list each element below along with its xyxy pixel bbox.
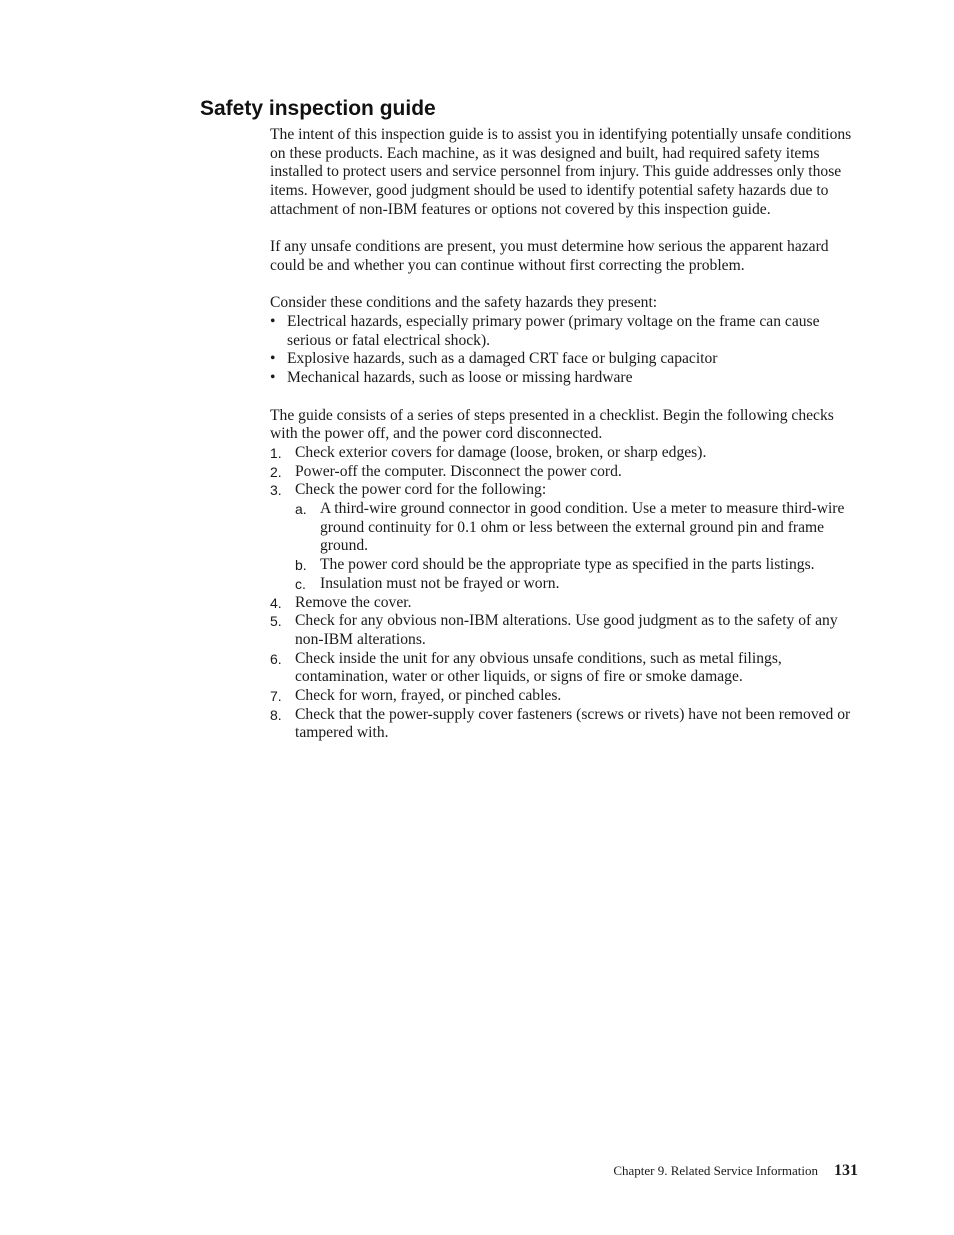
sub-step-text: Insulation must not be frayed or worn. [320,574,560,592]
step-number: 2. [270,463,282,480]
intro-paragraph: The intent of this inspection guide is to assist you in identifying potentially unsafe conditions on these products. Each machine, as it was designed and built, had required safety items installed to protect users and service personnel from injury. This guide addresses only those items. However, good judgment should be used to identify potential safety hazards due to attachment of non-IBM features or options not covered by this inspection guide. [270,126,852,218]
sub-step [295,575,860,594]
checklist-step [270,612,860,649]
list-item-text: Electrical hazards, especially primary power (primary voltage on the frame can cause serious or fatal electrical shock). [287,313,820,349]
hazards-list [270,313,860,388]
chapter-title: Chapter 9. Related Service Information [613,1163,818,1178]
step-number: 7. [270,688,282,705]
step-number: 8. [270,706,282,723]
checklist-step [270,481,860,593]
step-number: 4. [270,594,282,611]
section-heading: Safety inspection guide [200,97,436,120]
bullet-icon: • [270,350,276,368]
page-number: 131 [834,1162,858,1179]
list-item-text: Explosive hazards, such as a damaged CRT face or bulging capacitor [287,350,718,368]
step-text: Check for worn, frayed, or pinched cables. [295,687,562,705]
sub-step [295,556,860,575]
step-text: Check for any obvious non-IBM alterations. Use good judgment as to the safety of any non-IBM alterations. [295,612,838,648]
step-number: 3. [270,482,282,499]
step-number: 5. [270,613,282,630]
sub-step [295,500,860,556]
checklist-step [270,444,860,463]
body-column [270,126,860,743]
sub-step-text: The power cord should be the appropriate type as specified in the parts listings. [320,556,815,574]
sub-step-letter: c. [295,575,306,592]
checklist-step [270,687,860,706]
step-text: Remove the cover. [295,593,412,611]
step-number: 6. [270,650,282,667]
step-text: Check inside the unit for any obvious unsafe conditions, such as metal filings, contamination, water or other liquids, or signs of fire or smoke damage. [295,649,782,686]
sub-step-letter: a. [295,501,307,518]
step-text: Power-off the computer. Disconnect the power cord. [295,462,622,480]
step-text: Check exterior covers for damage (loose, broken, or sharp edges). [295,443,707,461]
sub-step-letter: b. [295,557,307,574]
checklist-step [270,594,860,613]
step-text: Check that the power-supply cover fasteners (screws or rivets) have not been removed or tampered with. [295,705,851,742]
page-footer [613,1162,858,1180]
sub-step-text: A third-wire ground connector in good condition. Use a meter to measure third-wire ground continuity for 0.1 ohm or less between the external ground pin and frame ground. [320,500,845,555]
checklist [270,444,860,743]
list-item [270,369,860,388]
checklist-intro: The guide consists of a series of steps presented in a checklist. Begin the following checks with the power off, and the power cord disconnected. [270,406,834,443]
step-text: Check the power cord for the following: [295,481,547,499]
checklist-step [270,650,860,687]
checklist-step [270,463,860,482]
bullet-icon: • [270,313,276,330]
step-number: 1. [270,444,282,461]
hazards-intro: Consider these conditions and the safety hazards they present: [270,294,658,312]
list-item [270,313,860,350]
list-item [270,350,860,369]
intro-paragraph: If any unsafe conditions are present, you must determine how serious the apparent hazard could be and whether you can continue without first correcting the problem. [270,238,829,274]
list-item-text: Mechanical hazards, such as loose or missing hardware [287,369,633,387]
checklist-step [270,706,860,743]
step-sublist [295,500,860,594]
bullet-icon: • [270,369,276,387]
